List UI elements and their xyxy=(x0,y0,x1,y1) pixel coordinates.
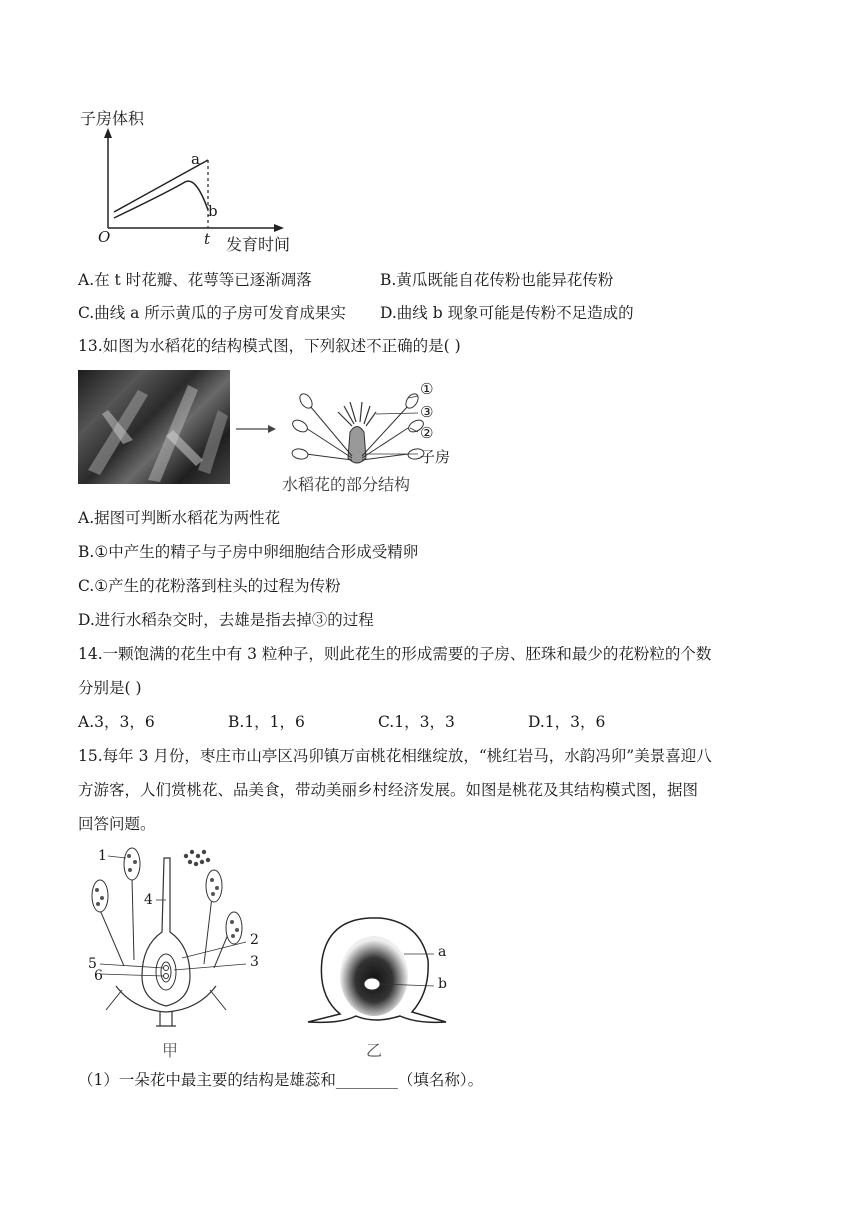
q13-option-a: A.据图可判断水稻花为两性花 xyxy=(78,509,281,527)
q14-stem-line1: 14.一颗饱满的花生中有 3 粒种子，则此花生的形成需要的子房、胚珠和最少的花粉粒的个数 xyxy=(78,645,712,663)
arrow-right-icon xyxy=(236,424,276,434)
q15-stem-line3: 回答问题。 xyxy=(78,815,156,833)
q14-option-b: B.1，1，6 xyxy=(228,713,305,731)
t-label: t xyxy=(204,230,211,248)
peach-fruit-diagram xyxy=(300,900,480,1060)
q13-option-d: D.进行水稻杂交时，去雄是指去掉③的过程 xyxy=(78,611,374,629)
q12-option-a: A.在 t 时花瓣、花萼等已逐渐凋落 xyxy=(78,271,312,289)
rice-flower-diagram xyxy=(280,376,460,496)
peach-flower-diagram xyxy=(86,840,286,1060)
y-axis-label: 子房体积 xyxy=(80,109,145,128)
ovary-volume-graph xyxy=(78,100,318,260)
q14-option-c: C.1，3，3 xyxy=(378,713,455,731)
label-a: a xyxy=(438,944,447,960)
q13-option-c: C.①产生的花粉落到柱头的过程为传粉 xyxy=(78,577,341,595)
diagram-label-ovary: 子房 xyxy=(420,448,451,466)
curve-b-label: b xyxy=(208,202,218,220)
label-n2: 2 xyxy=(250,932,259,948)
label-n5: 5 xyxy=(88,956,97,972)
q14-option-d: D.1，3，6 xyxy=(528,713,606,731)
origin-label: O xyxy=(98,228,111,246)
caption-left: 甲 xyxy=(162,1041,179,1060)
label-b: b xyxy=(438,976,447,992)
diagram-label-3: ③ xyxy=(420,403,434,421)
q13-option-b: B.①中产生的精子与子房中卵细胞结合形成受精卵 xyxy=(78,543,419,561)
q12-option-d: D.曲线 b 现象可能是传粉不足造成的 xyxy=(380,304,634,322)
label-n1: 1 xyxy=(98,848,107,864)
label-n3: 3 xyxy=(250,954,259,970)
caption-right: 乙 xyxy=(366,1041,383,1060)
q14-option-a: A.3，3，6 xyxy=(78,713,155,731)
q12-option-c: C.曲线 a 所示黄瓜的子房可发育成果实 xyxy=(78,304,346,322)
diagram-label-2: ② xyxy=(420,424,434,442)
q15-stem-line2: 方游客，人们赏桃花、品美食，带动美丽乡村经济发展。如图是桃花及其结构模式图，据图 xyxy=(78,781,699,799)
curve-a-label: a xyxy=(191,150,200,168)
q13-stem: 13.如图为水稻花的结构模式图，下列叙述不正确的是( ) xyxy=(78,337,461,355)
label-n6: 6 xyxy=(94,968,103,984)
diagram-caption: 水稻花的部分结构 xyxy=(282,475,411,494)
q15-sub1: （1）一朵花中最主要的结构是雄蕊和________（填名称）。 xyxy=(78,1071,484,1089)
q12-option-b: B.黄瓜既能自花传粉也能异花传粉 xyxy=(380,271,614,289)
q15-stem-line1: 15.每年 3 月份，枣庄市山亭区冯卯镇万亩桃花相继绽放，“桃红岩马，水韵冯卯”美景喜迎八 xyxy=(78,747,712,765)
q14-stem-line2: 分别是( ) xyxy=(78,679,142,697)
rice-flower-photo xyxy=(78,370,230,484)
label-n4: 4 xyxy=(144,892,153,908)
diagram-label-1: ① xyxy=(420,380,434,398)
x-axis-label: 发育时间 xyxy=(226,235,291,254)
